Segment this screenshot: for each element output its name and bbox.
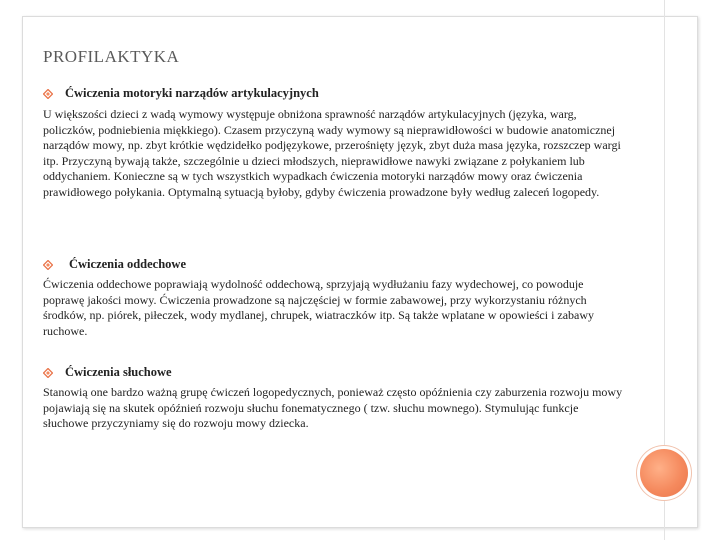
section-2-text: Ćwiczenia oddechowe poprawiają wydolność oddechową, sprzyjają wydłużaniu fazy wydechowej, co powoduje poprawę jakości mowy. Ćwiczenia prowadzone są najczęściej w formie zabawowej, przy wykorzystaniu różnych środków, np. piórek, piłeczek, wody mydlanej, chrupek, wiatraczków itp. Są także wplatane w opowieści i zabawy ruchowe. [43, 277, 595, 338]
section-1-heading: Ćwiczenia motoryki narządów artykulacyjnych [65, 86, 319, 100]
diamond-bullet-icon [43, 260, 53, 270]
section-3-heading-row [43, 365, 172, 380]
section-3-text: Stanowią one bardzo ważną grupę ćwiczeń logopedycznych, ponieważ często opóźnienia czy zaburzenia rozwoju mowy pojawiają się na skutek opóźnień rozwoju słuchu fonematycznego ( tzw. słuchu mownego). Stymulując funkcje słuchowe przyczyniamy się do rozwoju mowy dziecka. [43, 385, 623, 430]
diamond-bullet-icon [43, 368, 53, 378]
page-title: PROFILAKTYKA [43, 47, 180, 66]
section-1-text: U większości dzieci z wadą wymowy występuje obniżona sprawność narządów artykulacyjnych (języka, warg, policzków, podniebienia miękkiego). Czasem przyczyną wady wymowy są nieprawidłowości w budowie anatomicznej narządów mowy, np. zbyt krótkie wędzidełko podjęzykowe, przerośnięty język, zbyt duża masa języka, rozszczep wargi itp. Przyczyną bywają także, szczególnie u dzieci młodszych, nieprawidłowe nawyki związane z połykaniem lub oddychaniem. Konieczne są w tych wszystkich wypadkach ćwiczenia motoryki narządów mowy oraz ćwiczenia prawidłowego połykania. Optymalną sytuacją byłoby, gdyby ćwiczenia prowadzone były według zaleceń logopedy. [43, 107, 621, 199]
section-1-heading-row [43, 86, 319, 101]
section-2-heading: Ćwiczenia oddechowe [69, 257, 186, 271]
section-3-heading: Ćwiczenia słuchowe [65, 365, 172, 379]
diamond-bullet-icon [43, 89, 53, 99]
section-2-heading-row [43, 257, 186, 272]
orange-circle-decoration [640, 449, 688, 497]
